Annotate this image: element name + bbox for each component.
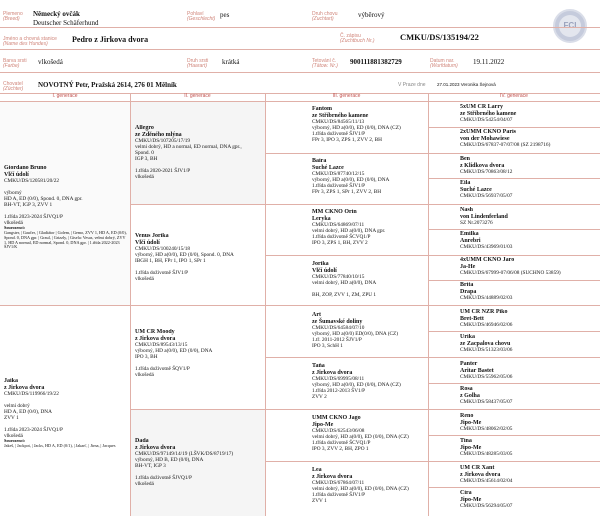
gen2-line: 1.třída doživotně ŠJV1/P xyxy=(135,270,189,277)
gen2-line: 1.třída 2020-2021 ŠJV1/P xyxy=(135,168,191,175)
gen3-cell xyxy=(312,415,427,460)
gen1-dam-line: velmi dobrý xyxy=(4,403,30,410)
fci-logo xyxy=(553,9,587,43)
gen4-kennel: Bret-Bett xyxy=(460,315,484,322)
gen2-line: vlkošedá xyxy=(135,276,154,283)
gen3-line: 1.třída doživotně ŠJV1/P xyxy=(312,492,366,499)
generation-2-header: II. generace xyxy=(184,93,211,99)
gen3-line: FPr 3, IPO 3, ZPS 1, ZVV 2, BH xyxy=(312,137,382,144)
gen3-line: 1.třída doživotně ŠJV1/P xyxy=(312,183,366,190)
gen4-reg: CMKU/DS/56937/05/07 xyxy=(460,193,513,200)
breeder-label: Chovatel (Züchter) xyxy=(3,81,24,92)
gen4-kennel: Drapa xyxy=(460,288,477,295)
gen4-kennel: ze Stříbrného kamene xyxy=(460,110,517,117)
gen3-cell xyxy=(312,158,427,204)
gen4-cell xyxy=(460,231,598,253)
tattoo-value: 900111881382729 xyxy=(350,58,402,66)
gen2-line: velmi dobrý, HD a normal, ED normal, DNA gpr., xyxy=(135,144,242,151)
coat-value: krátká xyxy=(222,58,240,66)
gen3-line: výborný, HD a(0/0) ED(0/0), DNA (CZ) xyxy=(312,331,399,338)
gen3-kennel: ze Stříbrného kamene xyxy=(312,112,369,119)
breed-label: Plemeno (Breed) xyxy=(3,11,23,22)
gen4-kennel: Aritar Bastet xyxy=(460,367,494,374)
gen4-cell xyxy=(460,465,598,487)
gen4-reg: CMKU/DS/51323/03/06 xyxy=(460,347,513,354)
gen2-name: Allegro xyxy=(135,125,154,131)
gen3-line: CMKU/DS/69995/08/11 xyxy=(312,376,365,383)
gen1-sire-line: 1.třída 2023-2024 ŠJVQ1/P xyxy=(4,214,64,221)
gen1-dam-kennel: z Jirkova dvora xyxy=(4,384,45,391)
generation-4-header: IV. generace xyxy=(500,93,528,99)
fci-logo-text: FCI xyxy=(563,21,577,30)
gen4-cell xyxy=(460,309,598,331)
gen1-dam-line: HD A, ED (0/0), DNA xyxy=(4,409,52,416)
gen1-dam-line: vlkošedá xyxy=(4,433,23,440)
gen3-line: BH, ZOP, ZVV 1, ZM, ZPU 1 xyxy=(312,292,377,299)
gen4-kennel: Ja-He xyxy=(460,263,476,270)
gen4-name: Cira xyxy=(460,490,472,496)
gen4-name: Eila xyxy=(460,180,471,186)
gen1-sire-line: HD A, ED (0/0), Spond. 0, DNA gpr. xyxy=(4,196,83,203)
gen2-line: CMKU/DS/107205/17/19 xyxy=(135,138,191,145)
gen3-name: MM ČKNO Orin xyxy=(312,209,357,215)
gen2-kennel: z Jirkova dvora xyxy=(135,335,176,342)
gen3-line: IPO 3, ZPS 1, BH, ZVV 2 xyxy=(312,240,368,247)
gen3-line: CMKU/DS/84565/11/13 xyxy=(312,119,365,126)
gen2-line: IGP 3, BH xyxy=(135,156,158,163)
gen1-dam-reg: CMKU/DS/119966/19/22 xyxy=(4,391,59,398)
gen3-line: CMKU/DS/64869/07/11 xyxy=(312,222,365,229)
gen4-name: Brita xyxy=(460,282,474,288)
gen1-sire-reg: CMKU/DS/120581/20/22 xyxy=(4,178,60,185)
gen2-name: Venus Jorika xyxy=(135,233,169,239)
gen4-reg: CMKU/DS/44889/02/03 xyxy=(460,295,513,302)
dog-name: Pedro z Jirkova dvora xyxy=(72,35,149,44)
gen3-cell xyxy=(312,106,427,152)
gen2-line: 1.třída doživotně ŠJVQ1/P xyxy=(135,475,192,482)
gen4-reg: CMKU/DS/58437/05/07 xyxy=(460,399,513,406)
gen4-kennel: ze Zacpalova chovu xyxy=(460,340,511,347)
gen4-kennel: z Golha xyxy=(460,392,480,399)
gen3-name: Taňa xyxy=(312,363,325,369)
gen4-kennel: von der Mohawiese xyxy=(460,135,510,142)
gen4-kennel: Jipo-Me xyxy=(460,496,482,503)
gen4-reg: CMKU/DS/70863/08/12 xyxy=(460,169,513,176)
gen2-cell xyxy=(135,125,263,203)
gen4-cell xyxy=(460,361,598,383)
gen3-name: ÚMM ČKNO Jago xyxy=(312,415,361,421)
gen2-line: CMKU/DS/97149/14/19 (LŠVK/DS/8719/17) xyxy=(135,451,234,458)
gen3-line: CMKU/DS/87740/12/15 xyxy=(312,171,365,178)
gen2-line: vlkošedá xyxy=(135,372,154,379)
gen2-line: výborný, HD a(0/0), ED (0/0), Spond. 0, DNA xyxy=(135,252,234,259)
gen1-dam-siblings-label: Sourozenci: xyxy=(4,438,26,444)
gen3-cell xyxy=(312,261,427,305)
gen4-kennel: Anrebri xyxy=(460,237,481,244)
name-label: Jméno a chovná stanice (Name des Hundes) xyxy=(3,36,57,47)
breed-value-cz: Německý ovčák xyxy=(33,10,80,18)
gen2-cell xyxy=(135,329,263,407)
gen2-line: IBGH 1, BH, FPr 1, IPO 1, SPr 1 xyxy=(135,258,206,265)
gen3-kennel: z Jirkova dvora xyxy=(312,369,353,376)
gen4-cell xyxy=(460,438,598,460)
gen1-dam-line: ZVV 1 xyxy=(4,415,19,422)
gen3-line: velmi dobrý, HD a(0/0), DNA xyxy=(312,280,377,287)
gen4-name: 5xÚM ČR Larry xyxy=(460,104,503,110)
gen3-kennel: Jipo-Me xyxy=(312,421,334,428)
gen4-name: Emilka xyxy=(460,231,479,237)
gen4-cell xyxy=(460,257,598,279)
breeder-value: NOVOTNÝ Petr, Pražská 2614, 276 01 Mělník xyxy=(38,81,177,89)
gen4-reg: CMKU/DS/45614/02/04 xyxy=(460,478,513,485)
gen3-line: 1.třída doživotně ŠCVQ1/P xyxy=(312,234,371,241)
gen3-line: velmi dobrý, HD a(0/0), ED (0/0), DNA (CZ) xyxy=(312,486,409,493)
gen2-line: vlkošedá xyxy=(135,174,154,181)
gen3-line: ZVV 1 xyxy=(312,498,327,505)
gen3-line: CMKU/DS/62543/06/08 xyxy=(312,428,365,435)
gen3-cell xyxy=(312,312,427,356)
gen2-name: ÚM ČR Moody xyxy=(135,329,175,335)
gen1-dam-line: 1.třída 2023-2024 ŠJVQ1/P xyxy=(4,427,64,434)
gen4-reg: CMKU/DS/55962/05/06 xyxy=(460,374,513,381)
gen4-reg: CMKU/DS/54254/04/07 xyxy=(460,117,513,124)
gen1-sire-line: výborný xyxy=(4,190,22,197)
gen2-cell xyxy=(135,233,263,303)
gen3-name: Baira xyxy=(312,158,327,164)
gen3-line: FPr 3, ZPS 1, SPr 1, ZVV 2, BH xyxy=(312,189,382,196)
coat-label: Druh srsti (Haarart) xyxy=(187,58,209,69)
color-label: Barva srsti (Farbe) xyxy=(3,58,27,69)
generation-1-header: I. generace xyxy=(52,93,78,99)
gen4-name: ÚM ČR Xant xyxy=(460,465,495,471)
gen1-dam xyxy=(4,378,128,514)
gen3-line: výborný, HD a(0/0), ED (0/0), DNA (CZ) xyxy=(312,382,401,389)
gen2-name: Dada xyxy=(135,438,149,444)
gen1-sire-line: BH-VT, IGP 3, ZVV 1 xyxy=(4,202,53,209)
gen2-line: CMKU/DS/100240/15/18 xyxy=(135,246,191,253)
breeding-type-value: výběrový xyxy=(358,11,385,19)
gen3-line: ZVV 2 xyxy=(312,394,327,401)
gen4-cell xyxy=(460,207,598,229)
gen4-name: Urika xyxy=(460,334,475,340)
gen4-kennel: z Jirkova dvora xyxy=(460,471,501,478)
gen4-reg: CMKU/DS/67999-07/06/08 (SUCHNO 53859) xyxy=(460,270,561,277)
gen4-name: Panter xyxy=(460,361,478,367)
birthdate-label: Datum nar. (Wurfdatum) xyxy=(430,58,458,69)
gen2-line: Spond. 0 xyxy=(135,150,154,157)
gen1-sire-line: vlkošedá xyxy=(4,220,23,227)
gen4-cell xyxy=(460,490,598,514)
gen3-kennel: Suché Lazce xyxy=(312,164,344,171)
breed-value-de: Deutscher Schäferhund xyxy=(33,19,99,27)
gen4-name: 2xÚMM ČKNO Paris xyxy=(460,129,516,135)
gen1-sire xyxy=(4,165,128,303)
gen4-name: Nash xyxy=(460,207,474,213)
gen1-sire-siblings: Gangster, | Gaučer, | Gladiátor | Golem, | Gemo, ZVV 1, HD A, ED (0/0), Spond. 0, DNA gpr. | Graul, | Grizzly, | Gisela: Vesas, velmi dobrý, ZVV 1, HD A normal, ED normal, Spond. 0, DNA gpr. | 1.třída 2022-2023 ŠJV1/K xyxy=(4,229,127,250)
generation-3-header: III. generace xyxy=(332,93,361,99)
gen3-name: Fantom xyxy=(312,106,332,112)
gen4-cell xyxy=(460,334,598,356)
gen2-kennel: z Jirkova dvora xyxy=(135,444,176,451)
sex-value: pes xyxy=(220,11,230,19)
color-value: vlkošedá xyxy=(38,58,63,66)
gen3-line: 1.třída doživotně ŠCVQ1/P xyxy=(312,440,371,447)
gen3-line: CMKU/DS/77840/10/15 xyxy=(312,274,365,281)
gen3-name: Jorika xyxy=(312,261,329,267)
gen4-reg: CMKU/DS/46946/02/06 xyxy=(460,322,513,329)
gen3-line: 1.tř. 2011-2012 ŠJV1/P xyxy=(312,337,362,344)
gen4-kennel: von Lindenferland xyxy=(460,213,508,220)
gen3-name: Lea xyxy=(312,467,322,473)
gen4-cell xyxy=(460,156,598,178)
gen3-line: CMKU/DS/64584/07/10 xyxy=(312,325,365,332)
gen4-kennel: Suché Lazce xyxy=(460,186,492,193)
issued-value: 27.01.2023 Veronika Šejnová xyxy=(437,82,496,87)
gen3-cell xyxy=(312,363,427,407)
gen1-dam-siblings: Jakeš, | Jackpot, | Jacks, HD A, ED (0/1), | Jakarť, | Jirna, | Jacques xyxy=(4,442,116,448)
registration-value: CMKU/DS/135194/22 xyxy=(400,32,479,42)
gen4-reg: CMKU/DS/48285/03/05 xyxy=(460,451,513,458)
gen4-cell xyxy=(460,386,598,408)
gen4-reg: CMKU/DS/67837-07/07/08 (SZ 2198716) xyxy=(460,142,551,149)
breeding-type-label: Druh chovu (Zuchtart) xyxy=(312,11,338,22)
gen3-line: IPO 3, SchH 1 xyxy=(312,343,343,350)
sex-label: Pohlaví (Geschlecht) xyxy=(187,11,216,22)
gen1-dam-name: Jaika xyxy=(4,378,19,384)
gen3-kennel: Leryka xyxy=(312,215,331,222)
gen2-line: vlkošedá xyxy=(135,481,154,488)
tattoo-label: Tetování č. (Tätow. Nr.) xyxy=(312,58,338,69)
gen3-kennel: z Jirkova dvora xyxy=(312,473,353,480)
gen4-name: Ben xyxy=(460,156,471,162)
gen3-line: velmi dobrý, HD a(0/0), DNA gpr. xyxy=(312,228,386,235)
gen2-line: BH-VT, IGP 3 xyxy=(135,463,166,470)
gen3-kennel: ze Šumavské doliny xyxy=(312,318,363,325)
gen1-sire-kennel: Vlčí údolí xyxy=(4,171,29,178)
issued-label: V Praze dne xyxy=(398,82,426,88)
gen4-name: ÚM ČR NZR Piko xyxy=(460,309,508,315)
gen3-line: výborný, HD a(0/0), ED (0/0), DNA xyxy=(312,177,390,184)
gen2-line: výborný, HD B, ED (0/0), DNA xyxy=(135,457,204,464)
gen4-name: Reno xyxy=(460,413,474,419)
gen2-line: IPO 3, BH xyxy=(135,354,158,361)
gen4-kennel: Jipo-Me xyxy=(460,444,482,451)
gen3-line: IPO 3, ZVV 2, BH, ZPO 1 xyxy=(312,446,369,453)
gen4-kennel: z Klídkova dvora xyxy=(460,162,505,169)
gen3-line: výborný, HD a(0/0), ED (0/0), DNA (CZ) xyxy=(312,125,401,132)
gen4-name: Tina xyxy=(460,438,472,444)
gen4-cell xyxy=(460,282,598,304)
gen4-reg: CMKU/DS/56294/05/07 xyxy=(460,503,513,510)
gen3-cell xyxy=(312,467,427,514)
gen4-cell xyxy=(460,413,598,435)
gen1-sire-name: Giordano Bruno xyxy=(4,165,47,171)
gen2-cell xyxy=(135,438,263,514)
gen4-name: 4xÚMM ČKNO Jaro xyxy=(460,257,515,263)
gen4-reg: CMKU/DS/48062/02/05 xyxy=(460,426,513,433)
gen3-line: 1.třída doživotně ŠJV1/P xyxy=(312,131,366,138)
gen4-kennel: Jipo-Me xyxy=(460,419,482,426)
gen4-reg: CMKU/DS/43969/01/03 xyxy=(460,244,513,251)
gen2-line: 1.třída doživotně ŠQV1/P xyxy=(135,366,190,373)
gen4-cell xyxy=(460,180,598,202)
gen1-sire-siblings-label: Sourozenci: xyxy=(4,225,26,231)
gen4-cell xyxy=(460,104,598,126)
gen2-line: výborný, HD a(0/0), ED (0/0), DNA xyxy=(135,348,213,355)
gen2-kennel: ze Zděného mlýna xyxy=(135,131,182,138)
gen4-cell xyxy=(460,129,598,151)
gen3-line: CMKU/DS/67864/07/11 xyxy=(312,480,365,487)
gen2-kennel: Vlčí údolí xyxy=(135,239,160,246)
gen4-reg: SZ Nr.2073276 xyxy=(460,220,493,227)
birthdate-value: 19.11.2022 xyxy=(473,58,505,66)
gen4-name: Rosa xyxy=(460,386,473,392)
gen3-kennel: Vlčí údolí xyxy=(312,267,337,274)
gen3-cell xyxy=(312,209,427,255)
gen3-line: 1.třída 2012-2013 ŠV1/P xyxy=(312,388,366,395)
gen2-line: CMKU/DS/89543/13/15 xyxy=(135,342,188,349)
gen3-name: Art xyxy=(312,312,321,318)
registration-label: Č. zápisu (Zuchtbuch Nr.) xyxy=(340,33,375,44)
gen3-line: velmi dobrý, HD a(0/0), ED (0/0), DNA (CZ) xyxy=(312,434,409,441)
